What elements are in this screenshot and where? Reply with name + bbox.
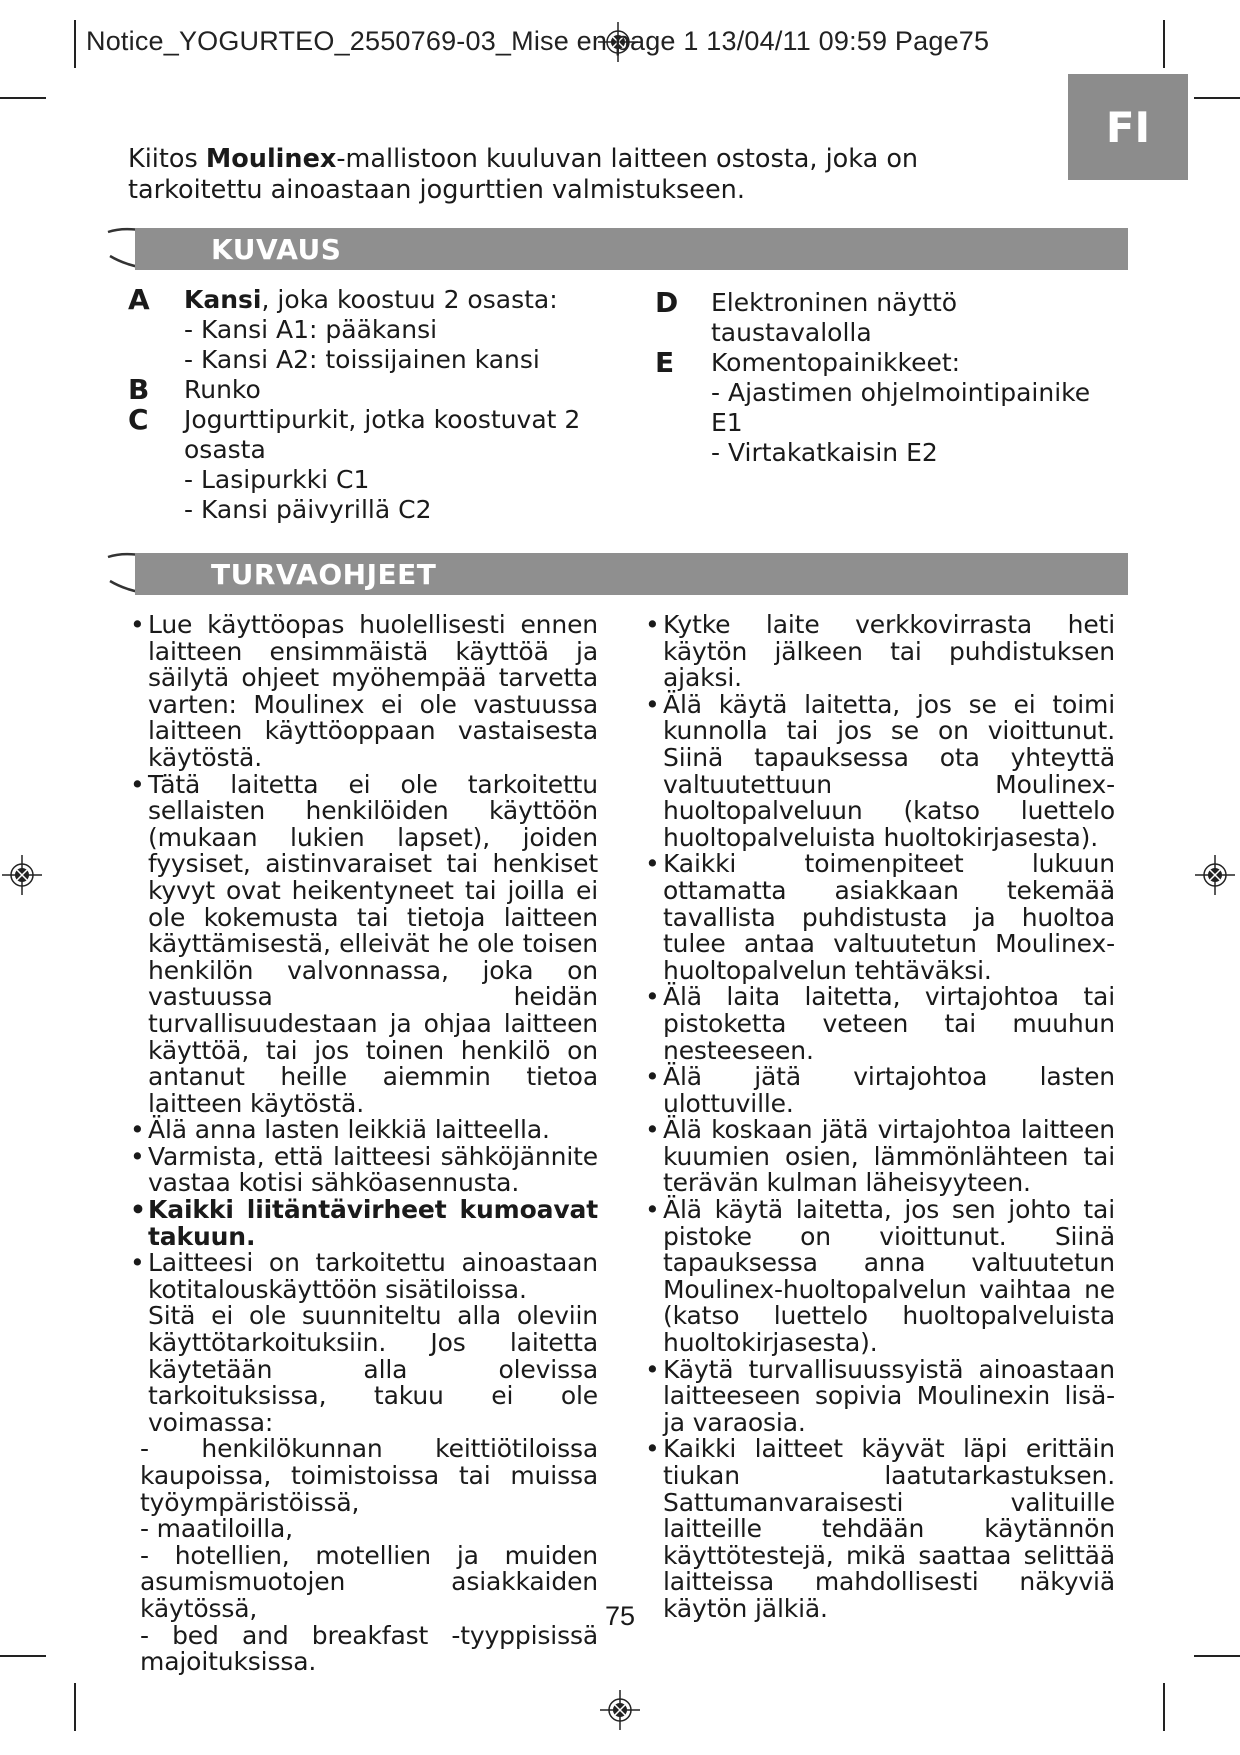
safety-item: • Varmista, että laitteesi sähköjännite vastaa kotisi sähköasennusta. <box>128 1144 598 1197</box>
item-letter: E <box>655 346 675 379</box>
item-bold: Kansi <box>184 285 262 314</box>
safety-item: • Tätä laitetta ei ole tarkoitettu sellaisten henkilöiden käyttöön (mukaan lukien lapset), joiden fyysiset, aistinvaraiset tai henkiset kyvyt ovat heikentyneet tai joilla ei ole kokemusta tai tietoja laitteen käyttämisestä, elleivät he ole toisen henkilön valvonnassa, joka on vastuussa heidän turvallisuudestaan ja ohjaa laitteen käyttöä, tai jos toinen henkilö on antanut heille aiemmin tietoa laitteen käytöstä. <box>128 772 598 1118</box>
crop-mark-bottom-right-horizontal <box>1194 1655 1240 1657</box>
intro-before: Kiitos <box>128 144 206 174</box>
sub-item: - Ajastimen ohjelmointipainike E1 <box>711 378 1091 437</box>
description-list-left <box>128 285 648 525</box>
crop-mark-top-left-horizontal <box>0 97 46 99</box>
item-letter: A <box>128 283 150 316</box>
crop-mark-top-right-horizontal <box>1194 97 1240 99</box>
intro-paragraph <box>128 144 968 206</box>
safety-item: • Lue käyttöopas huolellisesti ennen laitteen ensimmäistä käyttöä ja säilytä ohjeet myöhempää tarvetta varten: Moulinex ei ole vastuussa laitteen käyttöoppaan vastaisesta käytöstä. <box>128 612 598 772</box>
list-item <box>655 288 1011 348</box>
safety-dash-item: - henkilökunnan keittiötiloissa kaupoissa, toimistoissa tai muissa työympäristöissä, <box>140 1434 598 1517</box>
sub-item: - Kansi päivyrillä C2 <box>184 495 432 524</box>
language-tab: FI <box>1068 74 1188 180</box>
sub-item: - Virtakatkaisin E2 <box>711 438 938 467</box>
safety-item: • Kaikki toimenpiteet lukuun ottamatta asiakkaan tekemää tavallista puhdistusta ja huoltoa tulee antaa valtuutetun Moulinex-huoltopalvelun tehtäväksi. <box>643 851 1115 984</box>
registration-mark-icon <box>600 1690 640 1730</box>
item-text: Elektroninen näyttö taustavalolla <box>711 288 958 347</box>
registration-mark-icon <box>2 855 42 895</box>
safety-column-right <box>643 612 1115 1623</box>
section-header-description: KUVAUS <box>135 228 1128 270</box>
safety-item: • Laitteesi on tarkoitettu ainoastaan kotitalouskäyttöön sisätiloissa. <box>128 1250 598 1303</box>
safety-item: • Käytä turvallisuussyistä ainoastaan laitteeseen sopivia Moulinexin lisä- ja varaosia. <box>643 1357 1115 1437</box>
sub-item: - Kansi A2: toissijainen kansi <box>184 345 540 374</box>
list-item <box>128 405 624 465</box>
description-list-right <box>655 288 1115 468</box>
safety-column-left <box>128 612 598 1676</box>
safety-item: • Älä anna lasten leikkiä laitteella. <box>128 1117 598 1144</box>
registration-mark-icon <box>1195 855 1235 895</box>
safety-item: • Älä koskaan jätä virtajohtoa laitteen kuumien osien, lämmönlähteen tai terävän kulman läheisyyteen. <box>643 1117 1115 1197</box>
item-text: , joka koostuu 2 osasta: <box>261 285 558 314</box>
safety-item: • Älä laita laitetta, virtajohtoa tai pistoketta veteen tai muuhun nesteeseen. <box>643 984 1115 1064</box>
brand-name: Moulinex <box>205 144 337 174</box>
print-slug: Notice_YOGURTEO_2550769-03_Mise en page 1 13/04/11 09:59 Page75 <box>86 26 990 56</box>
list-item <box>655 348 1115 378</box>
safety-dash-item: - hotellien, motellien ja muiden asumismuotojen asiakkaiden käytössä, <box>140 1540 598 1623</box>
safety-paragraph: Sitä ei ole suunniteltu alla oleviin käyttötarkoituksiin. Jos laitetta käytetään alla olevissa tarkoituksissa, takuu ei ole voimassa: <box>148 1301 598 1437</box>
safety-item: • Älä käytä laitetta, jos sen johto tai pistoke on vioittunut. Siinä tapauksessa anna valtuutetun Moulinex-huoltopalvelun vaihtaa ne (katso luettelo huoltopalveluista huoltokirjasesta). <box>643 1197 1115 1357</box>
item-letter: B <box>128 373 150 406</box>
section-header-safety: TURVAOHJEET <box>135 553 1128 595</box>
crop-mark-bottom-right-vertical <box>1163 1683 1165 1731</box>
safety-item: • Kytke laite verkkovirrasta heti käytön jälkeen tai puhdistuksen ajaksi. <box>643 612 1115 692</box>
intro-after: -mallistoon kuuluvan laitteen ostosta, joka on tarkoitettu ainoastaan jogurttien valmistukseen. <box>128 144 919 205</box>
item-letter: C <box>128 403 149 436</box>
list-item <box>128 375 648 405</box>
list-item <box>128 285 648 315</box>
item-letter: D <box>655 286 679 319</box>
crop-mark-bottom-left-vertical <box>74 1683 76 1731</box>
sub-item: - Kansi A1: pääkansi <box>184 315 438 344</box>
crop-mark-top-left-vertical <box>74 20 76 68</box>
safety-dash-item: - maatiloilla, <box>140 1514 293 1544</box>
safety-item: • Älä käytä laitetta, jos se ei toimi kunnolla tai jos se on vioittunut. Siinä tapauksessa ota yhteyttä valtuutettuun Moulinex-huoltopalveluun (katso luettelo huoltopalveluista huoltokirjasesta). <box>643 692 1115 852</box>
crop-mark-top-right-vertical <box>1163 20 1165 68</box>
item-text: Runko <box>184 375 261 404</box>
safety-item-warning: • Kaikki liitäntävirheet kumoavat takuun. <box>128 1197 598 1250</box>
sub-item: - Lasipurkki C1 <box>184 465 370 494</box>
safety-item: • Kaikki laitteet käyvät läpi erittäin tiukan laatutarkastuksen. Sattumanvaraisesti valituille laitteille tehdään käytännön käyttötestejä, mikä saattaa selittää laitteissa mahdollisesti näkyviä käytön jälkiä. <box>643 1436 1115 1622</box>
safety-dash-item: - bed and breakfast -tyyppisissä majoituksissa. <box>140 1620 598 1677</box>
item-text: Jogurttipurkit, jotka koostuvat 2 osasta <box>184 405 581 464</box>
crop-mark-bottom-left-horizontal <box>0 1655 46 1657</box>
page-number: 75 <box>604 1601 636 1631</box>
item-text: Komentopainikkeet: <box>711 348 961 377</box>
safety-item: • Älä jätä virtajohtoa lasten ulottuville. <box>643 1064 1115 1117</box>
